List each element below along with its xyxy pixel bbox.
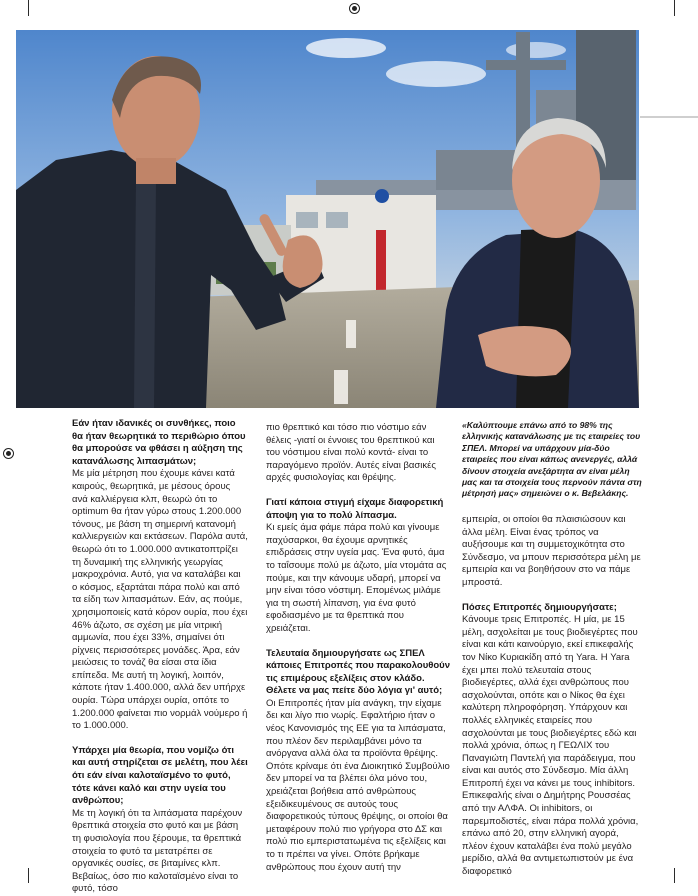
crop-mark-top-right bbox=[674, 0, 675, 16]
crop-mark-bottom-right bbox=[674, 868, 675, 883]
question-1: Εάν ήταν ιδανικές οι συνθήκες, ποιο θα ήταν θεωρητικά το περιθώριο όπου θα μπορούσε να φθάσει η αύξηση της κατανάλωσης λιπασμάτων; bbox=[72, 418, 246, 467]
interview-photo bbox=[16, 30, 639, 408]
crop-mark-top-left bbox=[28, 0, 29, 16]
question-2: Υπάρχει μία θεωρία, που νομίζω ότι και αυτή στηρίζεται σε μελέτη, που λέει ότι εάν είναι καλοταϊσμένο το φυτό, τότε κάνει καλό και στην υγεία του ανθρώπου; bbox=[72, 744, 248, 807]
pull-quote: «Καλύπτουμε επάνω από το 98% της ελληνικής κατανάλωσης με τις εταιρείες του ΣΠΕΛ. Μπορεί να υπάρχουν μία-δύο εταιρείες που είναι κάπως ανενεργές, αλλά δίνουν στοιχεία ανεξάρτητα αν είναι μέλη μας και τα στοιχεία τους περνούν πάντα στη μέτρησή μας» σημειώνει ο κ. Βεβελάκης. bbox=[462, 420, 642, 499]
article-column-3 bbox=[462, 514, 646, 879]
answer-4-continued: εμπειρία, οι οποίοι θα πλαισιώσουν και άλλα μέλη. Είναι ένας τρόπος να αυξήσουμε και τη συμμετοχικότητα στο Σύνδεσμο, να μπουν περισσότερα μέλη με εμπειρία και να βοηθήσουν στο να πάμε μπροστά. bbox=[462, 514, 641, 588]
answer-5: Κάνουμε τρεις Επιτροπές. Η μία, με 15 μέλη, ασχολείται με τους βιοδιεγέρτες που είναι και κάτι καινούργιο, εκεί επικεφαλής τον Νίκο Κυριακίδη από τη Yara. Η Yara έχει μπει πολύ τελευταία στους βιοδιεγέρτες, αλλά έχει ανθρώπους που ασχολούνται, οπότε και ο Νίκος θα έχει καλύτερη πληροφόρηση. Υπάρχουν και πολλές ελληνικές εταιρείες που ασχολούνται με τους βιοδιεγέρτες εδώ και πολλά χρόνια, όπως η ΓΕΩΛΙΧ του Παναγιώτη Παντελή για παράδειγμα, που είναι και αυτός στο Σύνδεσμο. Μία άλλη Επιτροπή έχει να κάνει με τους inhibitors. Επικεφαλής είναι ο Δημήτρης Ρουσσέας από την ΑΛΦΑ. Οι inhibitors, οι παρεμποδιστές, είναι πάρα πολλά χρόνια, επάνω από 20, στην ελληνική αγορά, πλέον έχουν καταλάβει ένα πολύ μεγάλο μερίδιο, αλλά θα αντιμετωπιστούν με ένα διαφορετικό bbox=[462, 614, 639, 878]
answer-1: Με μία μέτρηση που έχουμε κάνει κατά καιρούς, θεωρητικά, με μέσους όρους ανά καλλιέργεια κλπ, θεωρώ ότι το optimum θα ήταν γύρω στους 1.200.000 τόνους, με βάση τη σημερινή κατανομή καλλιεργειών και εκτάσεων. Παρόλα αυτά, θεωρώ ότι το 1.000.000 αντικατοπτρίζει τη δυναμική της ελληνικής γεωργίας μακροχρόνια. Αυτό, για να καταλάβει και ο κόσμος, εξαρτάται πάρα πολύ και από τα είδη των λιπασμάτων. Εάν, ας πούμε, χρησιμοποιείς κατά κόρον ουρία, που έχει 46% άζωτο, σε σχέση με μία νιτρική αμμωνία, που έχει 33%, σημαίνει ότι ρίχνεις περισσότερες μονάδες. Άρα, εάν μειώσεις το τονάζ θα είσαι στα ίδια επίπεδα. Με αυτή τη λογική, λοιπόν, κάποτε ήταν 1.400.000, αλλά δεν υπήρχε ουρία. Τώρα υπάρχει ουρία, οπότε το 1.200.000 φαίνεται πιο νορμάλ νούμερο ή το 1.000.000. bbox=[72, 468, 248, 732]
decorative-rule bbox=[640, 116, 698, 118]
article-column-1 bbox=[72, 418, 248, 896]
question-5: Πόσες Επιτροπές δημιουργήσατε; bbox=[462, 601, 617, 613]
question-3: Γιατί κάποια στιγμή είχαμε διαφορετική άποψη για το πολύ λίπασμα. bbox=[266, 496, 444, 521]
registration-mark-top-icon bbox=[349, 3, 360, 14]
article-column-2 bbox=[266, 422, 450, 874]
question-4: Τελευταία δημιουργήσατε ως ΣΠΕΛ κάποιες Επιτροπές που παρακολουθούν τις επιμέρους εξελίξεις στον κλάδο. Θέλετε να μας πείτε δύο λόγια γι' αυτό; bbox=[266, 647, 450, 697]
answer-4: Οι Επιτροπές ήταν μία ανάγκη, την είχαμε δει και λίγο πιο νωρίς. Εφαλτήριο ήταν ο νέος Κανονισμός της ΕΕ για τα λιπάσματα, που πλέον δεν περιλαμβάνει μόνο τα ανόργανα αλλά όλα τα προϊόντα θρέψης. Οπότε κρίναμε ότι ένα Διοικητικό Συμβούλιο δεν μπορεί να τα βλέπει όλα μόνο του, χρειάζεται βοήθεια από ανθρώπους εξειδικευμένους σε αυτούς τους διαφορετικούς τύπους θρέψης, οι οποίοι θα μεταφέρουν πολύ πιο γρήγορα στο ΔΣ και πολύ πιο εμπεριστατωμένα τις εξελίξεις και το τι πρέπει να γίνει. Οπότε βρήκαμε ανθρώπους που έχουν αυτή την bbox=[266, 697, 450, 873]
answer-3: Κι εμείς άμα φάμε πάρα πολύ και γίνουμε παχύσαρκοι, θα έχουμε αρνητικές επιδράσεις στην υγεία μας. Ένα φυτό, άμα το ταΐσουμε πολύ με άζωτο, μία ντομάτα ας πούμε, και την κάνουμε υδαρή, μπορεί να μην είναι τόσο νόστιμη. Επομένως μιλάμε για τη σωστή λίπανση, για ένα φυτό εφοδιασμένο με τα θρεπτικά που χρειάζεται. bbox=[266, 522, 447, 634]
crop-mark-bottom-left bbox=[28, 868, 29, 883]
registration-mark-left-icon bbox=[3, 448, 14, 459]
answer-2: Με τη λογική ότι τα λιπάσματα παρέχουν θρεπτικά στοιχεία στο φυτό και με βάση τη φυσιολογία που ξέρουμε, τα θρεπτικά στοιχεία το φυτό τα μετατρέπει σε οργανικές ουσίες, σε βιταμίνες κλπ. Βεβαίως, όσο πιο καλοταϊσμένο είναι το φυτό, τόσο bbox=[72, 807, 243, 895]
answer-2-continued: πιο θρεπτικό και τόσο πιο νόστιμο εάν θέλεις -γιατί οι έννοιες του θρεπτικού και του νόστιμου είναι πολύ κοντά- είναι το παραγόμενο προϊόν. Αυτές είναι βασικές αρχές φυσιολογίας και θρέψης. bbox=[266, 422, 436, 484]
